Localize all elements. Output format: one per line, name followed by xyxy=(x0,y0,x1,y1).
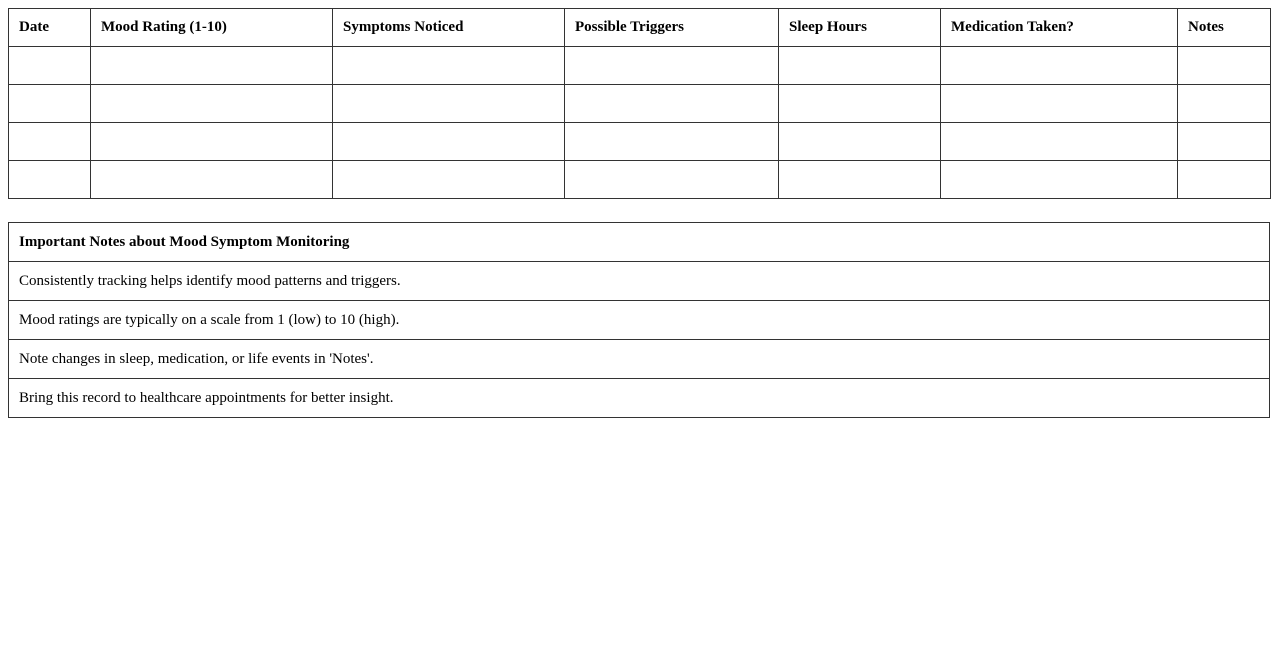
notes-row xyxy=(9,379,1270,418)
table-cell[interactable] xyxy=(91,47,333,85)
table-cell[interactable] xyxy=(1178,47,1271,85)
note-item: Bring this record to healthcare appointments for better insight. xyxy=(9,379,1270,418)
table-cell[interactable] xyxy=(1178,161,1271,199)
table-cell[interactable] xyxy=(565,85,779,123)
mood-log-table xyxy=(8,8,1271,199)
table-cell[interactable] xyxy=(779,161,941,199)
table-cell[interactable] xyxy=(9,47,91,85)
table-cell[interactable] xyxy=(779,47,941,85)
table-cell[interactable] xyxy=(91,85,333,123)
notes-row xyxy=(9,301,1270,340)
column-header-notes: Notes xyxy=(1178,9,1271,47)
table-cell[interactable] xyxy=(91,161,333,199)
notes-row xyxy=(9,262,1270,301)
table-cell[interactable] xyxy=(9,161,91,199)
note-item: Mood ratings are typically on a scale from 1 (low) to 10 (high). xyxy=(9,301,1270,340)
column-header-mood-rating: Mood Rating (1-10) xyxy=(91,9,333,47)
table-cell[interactable] xyxy=(565,47,779,85)
table-cell[interactable] xyxy=(333,161,565,199)
table-cell[interactable] xyxy=(565,161,779,199)
notes-header-row xyxy=(9,223,1270,262)
table-row xyxy=(9,47,1271,85)
notes-title: Important Notes about Mood Symptom Monitoring xyxy=(9,223,1270,262)
table-cell[interactable] xyxy=(779,85,941,123)
table-cell[interactable] xyxy=(333,47,565,85)
column-header-sleep-hours: Sleep Hours xyxy=(779,9,941,47)
notes-row xyxy=(9,340,1270,379)
table-cell[interactable] xyxy=(333,85,565,123)
table-header-row xyxy=(9,9,1271,47)
table-cell[interactable] xyxy=(333,123,565,161)
table-cell[interactable] xyxy=(9,123,91,161)
table-cell[interactable] xyxy=(779,123,941,161)
table-cell[interactable] xyxy=(91,123,333,161)
column-header-medication: Medication Taken? xyxy=(941,9,1178,47)
table-row xyxy=(9,85,1271,123)
column-header-triggers: Possible Triggers xyxy=(565,9,779,47)
column-header-date: Date xyxy=(9,9,91,47)
table-cell[interactable] xyxy=(941,85,1178,123)
note-item: Consistently tracking helps identify mood patterns and triggers. xyxy=(9,262,1270,301)
table-cell[interactable] xyxy=(941,123,1178,161)
table-cell[interactable] xyxy=(9,85,91,123)
table-cell[interactable] xyxy=(941,47,1178,85)
table-cell[interactable] xyxy=(1178,123,1271,161)
important-notes-table xyxy=(8,222,1270,418)
column-header-symptoms: Symptoms Noticed xyxy=(333,9,565,47)
table-cell[interactable] xyxy=(565,123,779,161)
note-item: Note changes in sleep, medication, or life events in 'Notes'. xyxy=(9,340,1270,379)
table-row xyxy=(9,161,1271,199)
table-row xyxy=(9,123,1271,161)
table-cell[interactable] xyxy=(941,161,1178,199)
table-cell[interactable] xyxy=(1178,85,1271,123)
